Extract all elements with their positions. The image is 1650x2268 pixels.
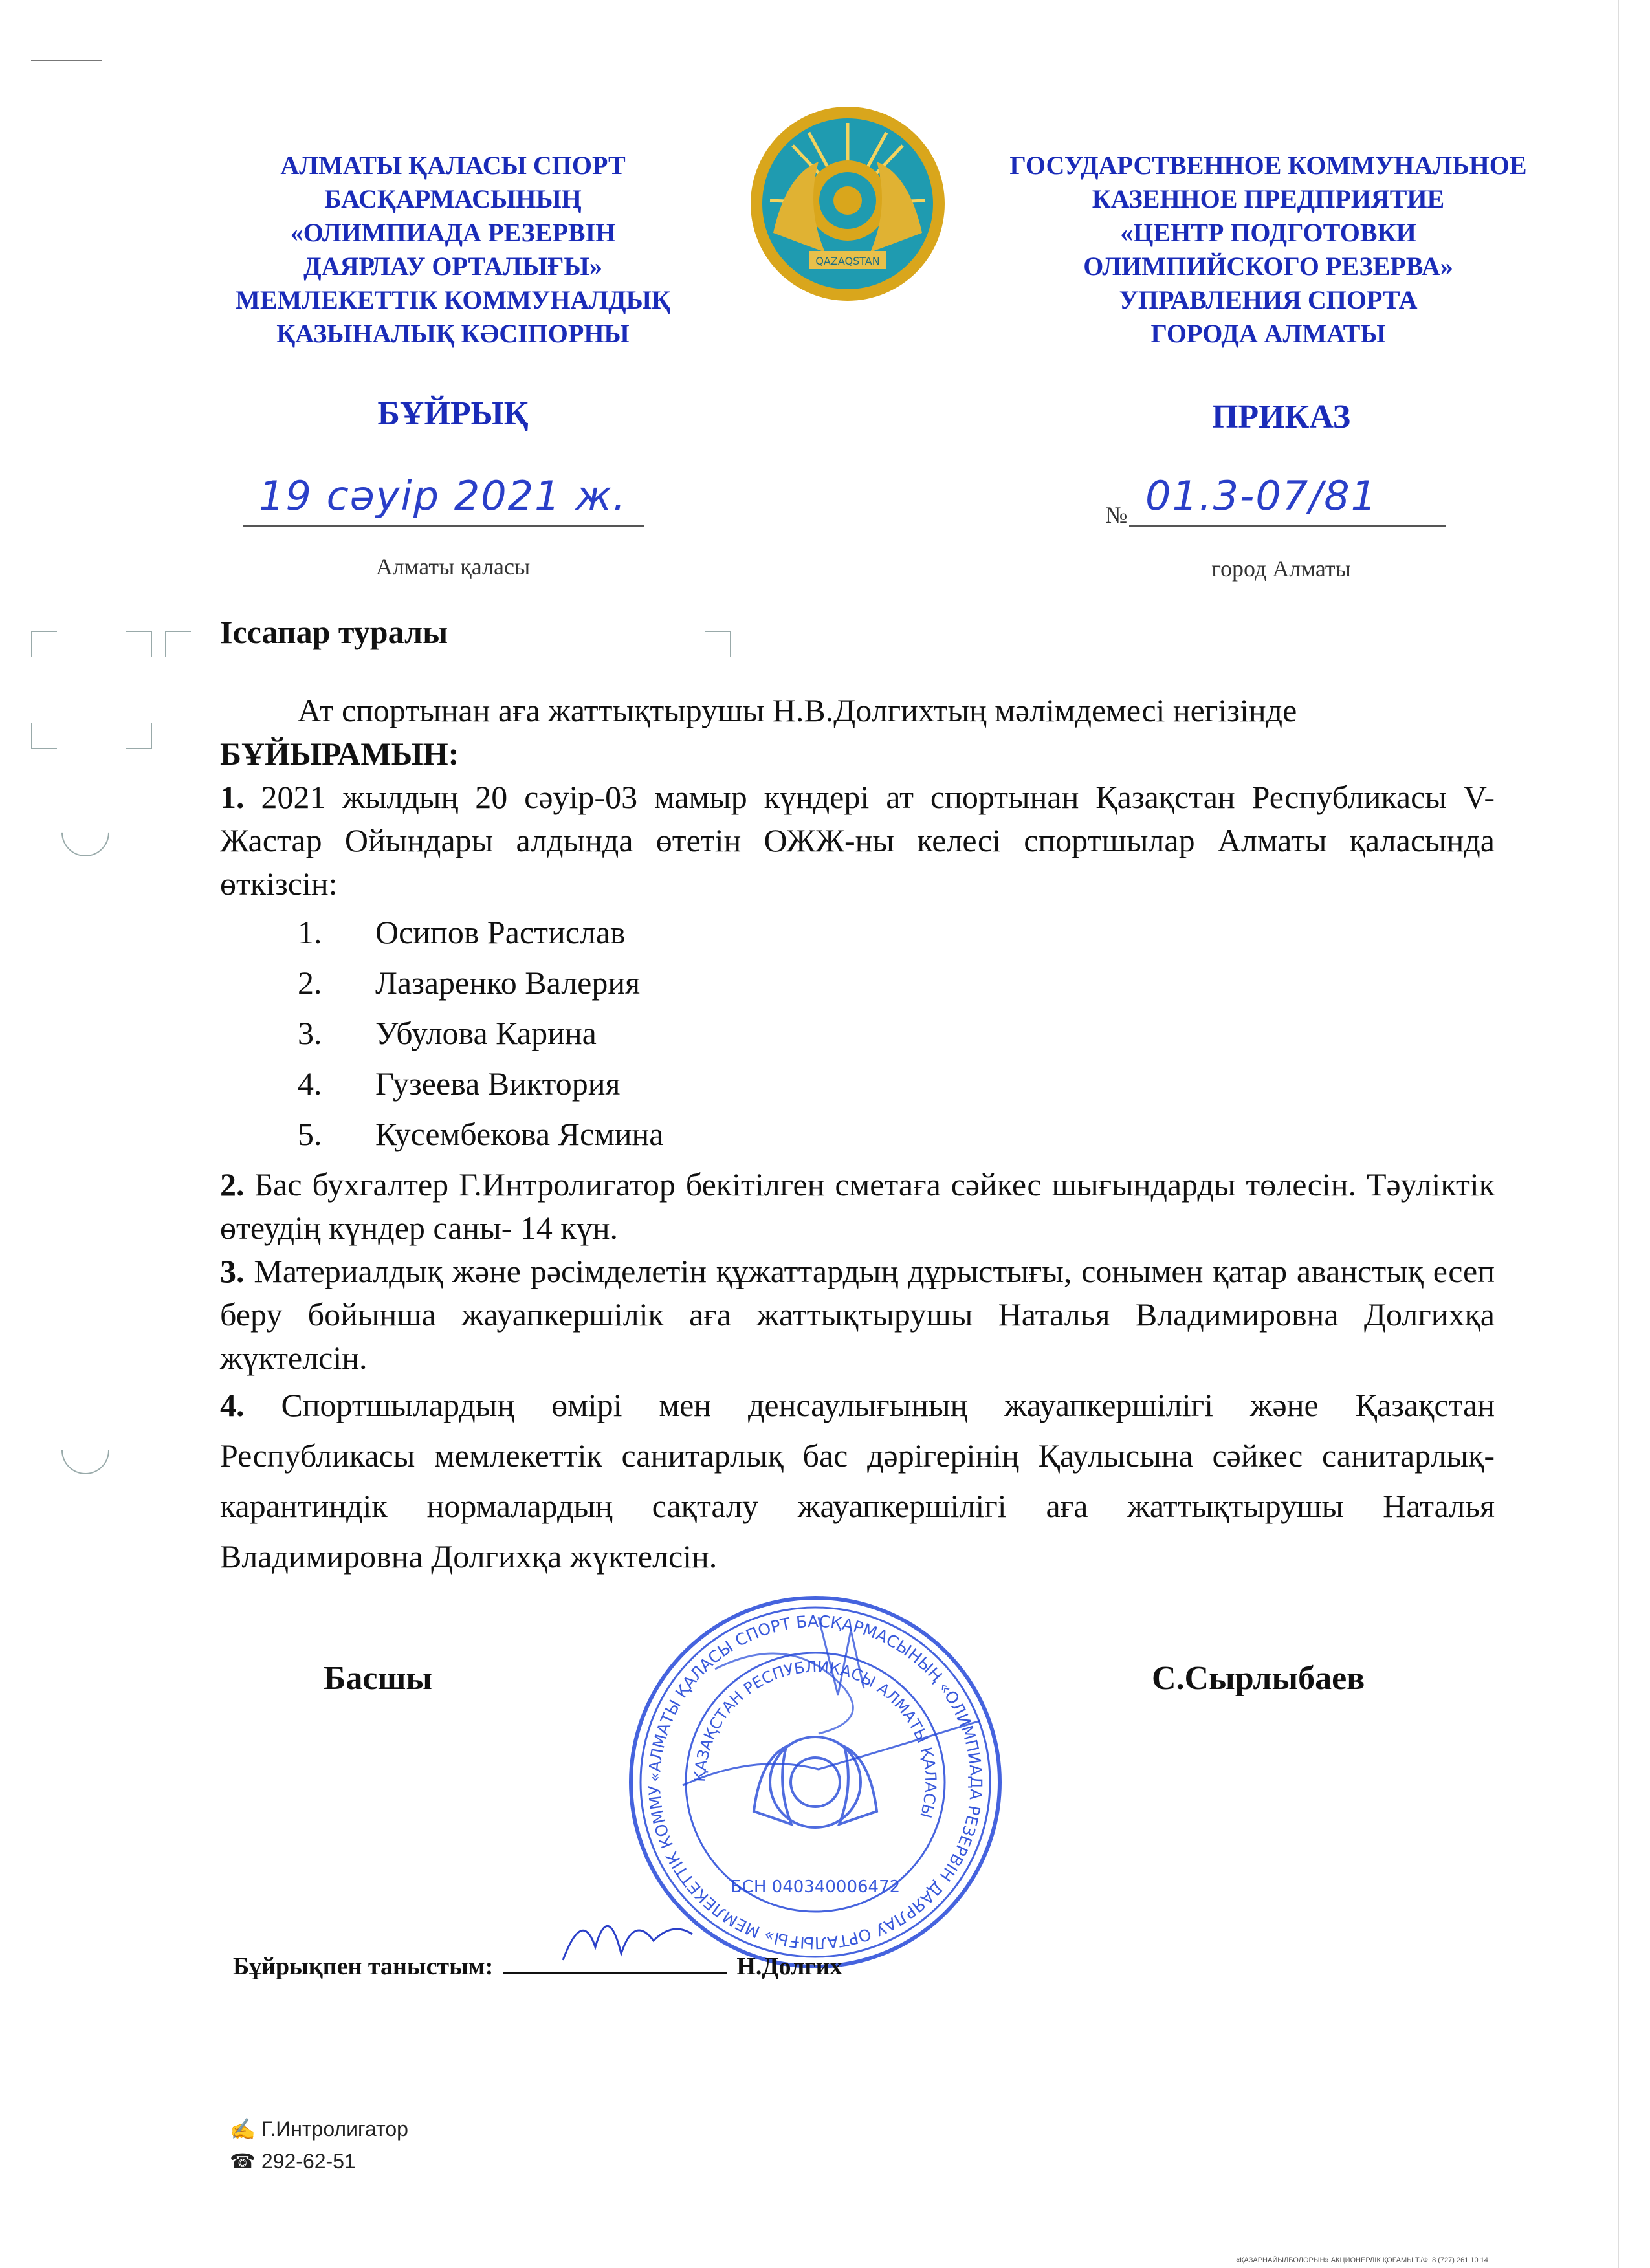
preamble bbox=[220, 689, 1495, 732]
number-handwritten: 01.3-07/81 bbox=[1145, 472, 1378, 519]
handwritten-signature-ack bbox=[556, 1895, 699, 1976]
item-2-num: 2. bbox=[220, 1166, 245, 1203]
athlete-name: Гузеева Виктория bbox=[375, 1065, 621, 1102]
item-3-num: 3. bbox=[220, 1253, 245, 1289]
header-ru-line: «ЦЕНТР ПОДГОТОВКИ bbox=[1120, 218, 1416, 247]
signer-name: С.Сырлыбаев bbox=[1152, 1660, 1365, 1697]
stamp-outer-text: «АЛМАТЫ ҚАЛАСЫ СПОРТ БАСҚАРМАСЫНЫҢ «ОЛИМПИАДА РЕЗЕРВІН ДАЯРЛАУ ОРТАЛЫҒЫ» МЕМЛЕКЕТТІК КОММУ bbox=[644, 1611, 986, 1953]
header-ru-line: ГОРОДА АЛМАТЫ bbox=[1150, 319, 1386, 348]
date-line bbox=[243, 472, 644, 527]
signature-icon bbox=[556, 1895, 699, 1973]
header-kz-line: ҚАЗЫНАЛЫҚ КӘСІПОРНЫ bbox=[276, 319, 630, 348]
number-line bbox=[1129, 472, 1446, 527]
header-kz-line: ДАЯРЛАУ ОРТАЛЫҒЫ» bbox=[303, 252, 602, 281]
header-ru-line: КАЗЕННОЕ ПРЕДПРИЯТИЕ bbox=[1092, 184, 1445, 213]
item-1-num: 1. bbox=[220, 779, 245, 815]
pen-icon: ✍ bbox=[230, 2117, 256, 2141]
crop-mark bbox=[705, 631, 731, 657]
crop-mark bbox=[31, 631, 57, 657]
athlete-name: Лазаренко Валерия bbox=[375, 965, 641, 1001]
athlete-name: Осипов Растислав bbox=[375, 914, 626, 950]
athlete-name: Убулова Карина bbox=[375, 1015, 597, 1051]
scan-mark-top-left bbox=[31, 60, 102, 61]
item-2-text: Бас бухгалтер Г.Интролигатор бекітілген сметаға сәйкес шығындарды төлесін. Тәуліктік өтеудің күндер саны- 14 күн. bbox=[220, 1166, 1495, 1246]
signer-title: Басшы bbox=[324, 1660, 432, 1697]
item-2 bbox=[220, 1163, 1495, 1250]
state-emblem bbox=[747, 104, 948, 304]
emblem-icon bbox=[747, 104, 948, 304]
header-ru-line: УПРАВЛЕНИЯ СПОРТА bbox=[1119, 285, 1418, 314]
item-3 bbox=[220, 1250, 1495, 1380]
athlete-list bbox=[298, 907, 1495, 1159]
athlete-num: 4. bbox=[298, 1065, 322, 1102]
header-russian bbox=[984, 149, 1553, 351]
stamp-bin: БСН 040340006472 bbox=[730, 1877, 901, 1897]
athlete-name: Кусембекова Ясмина bbox=[375, 1116, 664, 1152]
item-4-text: Спортшылардың өмірі мен денсаулығының жауапкершілігі және Қазақстан Республикасы мемлекеттік санитарлық бас дәрігерінің Қаулысына сәйкес санитарлық-карантиндік нормалардың сақталу жауапкершілігі аға жаттықтырушы Наталья Владимировна Долгихқа жүктелсін. bbox=[220, 1387, 1495, 1575]
emblem-label: QAZAQSTAN bbox=[815, 255, 880, 267]
printer-footer: «ҚАЗАРНАЙЫЛБОЛОРЫН» АКЦИОНЕРЛІК ҚОҒАМЫ Т./Ф. 8 (727) 261 10 14 bbox=[1236, 2256, 1488, 2264]
header-kazakh bbox=[194, 149, 712, 351]
svg-text:ҚАЗАҚСТАН РЕСПУБЛИКАСЫ АЛМАТЫ bbox=[691, 1658, 940, 1820]
header-ru-line: ОЛИМПИЙСКОГО РЕЗЕРВА» bbox=[1083, 252, 1453, 281]
athlete-num: 3. bbox=[298, 1015, 322, 1051]
list-item bbox=[298, 957, 1495, 1008]
list-item bbox=[298, 1058, 1495, 1109]
punch-hole bbox=[52, 799, 120, 867]
crop-mark bbox=[126, 631, 152, 657]
item-3-text: Материалдық және рәсімделетін құжаттардың дұрыстығы, сонымен қатар аванстық есеп беру бойынша жауапкершілік аға жаттықтырушы Наталья Владимировна Долгихқа жүктелсін. bbox=[220, 1253, 1495, 1376]
header-kz-line: МЕМЛЕКЕТТІК КОММУНАЛДЫҚ bbox=[236, 285, 670, 314]
item-4 bbox=[220, 1380, 1495, 1582]
doc-type-kz: БҰЙРЫҚ bbox=[377, 395, 529, 432]
athlete-num: 5. bbox=[298, 1116, 322, 1152]
city-ru: город Алматы bbox=[1211, 556, 1351, 582]
order-body bbox=[220, 689, 1495, 1582]
list-item bbox=[298, 907, 1495, 957]
number-prefix: № bbox=[1105, 502, 1128, 528]
acknowledgement bbox=[233, 1952, 842, 1981]
phone-line bbox=[230, 2149, 356, 2174]
scan-mark-right-edge bbox=[1618, 0, 1619, 2268]
header-ru-line: ГОСУДАРСТВЕННОЕ КОММУНАЛЬНОЕ bbox=[1009, 151, 1527, 180]
executor-line bbox=[230, 2117, 408, 2141]
subject: Іссапар туралы bbox=[220, 614, 448, 650]
stamp-inner-text: ҚАЗАҚСТАН РЕСПУБЛИКАСЫ АЛМАТЫ ҚАЛАСЫ bbox=[690, 1657, 940, 1820]
phone-icon: ☎ bbox=[230, 2150, 256, 2173]
crop-mark bbox=[165, 631, 191, 657]
order-word: БҰЙЫРАМЫН: bbox=[220, 736, 459, 772]
crop-mark bbox=[31, 723, 57, 749]
list-item bbox=[298, 1109, 1495, 1159]
item-1-text: 2021 жылдың 20 сәуір-03 мамыр күндері ат спортынан Қазақстан Республикасы V-Жастар Ойындары алдында өтетін ОЖЖ-ны келесі спортшылар Алматы қаласында өткізсін: bbox=[220, 779, 1495, 902]
athlete-num: 2. bbox=[298, 965, 322, 1001]
header-kz-line: «ОЛИМПИАДА РЕЗЕРВІН bbox=[290, 218, 616, 247]
punch-hole bbox=[52, 1417, 120, 1485]
ack-label: Бұйрықпен таныстым: bbox=[233, 1953, 494, 1980]
item-1 bbox=[220, 776, 1495, 906]
ack-name: Н.Долгих bbox=[736, 1953, 842, 1980]
city-kz: Алматы қаласы bbox=[375, 554, 531, 580]
athlete-num: 1. bbox=[298, 914, 322, 950]
executor-name: Г.Интролигатор bbox=[261, 2117, 408, 2141]
executor-phone: 292-62-51 bbox=[261, 2150, 356, 2173]
date-handwritten: 19 сәуір 2021 ж. bbox=[259, 472, 627, 519]
list-item bbox=[298, 1008, 1495, 1058]
item-4-num: 4. bbox=[220, 1387, 245, 1423]
crop-mark bbox=[126, 723, 152, 749]
header-kz-line: БАСҚАРМАСЫНЫҢ bbox=[324, 184, 582, 213]
doc-type-ru: ПРИКАЗ bbox=[1211, 398, 1351, 435]
preamble-text: Ат спортынан аға жаттықтырушы Н.В.Долгихтың мәлімдемесі негізінде bbox=[298, 692, 1297, 728]
header-kz-line: АЛМАТЫ ҚАЛАСЫ СПОРТ bbox=[280, 151, 626, 180]
